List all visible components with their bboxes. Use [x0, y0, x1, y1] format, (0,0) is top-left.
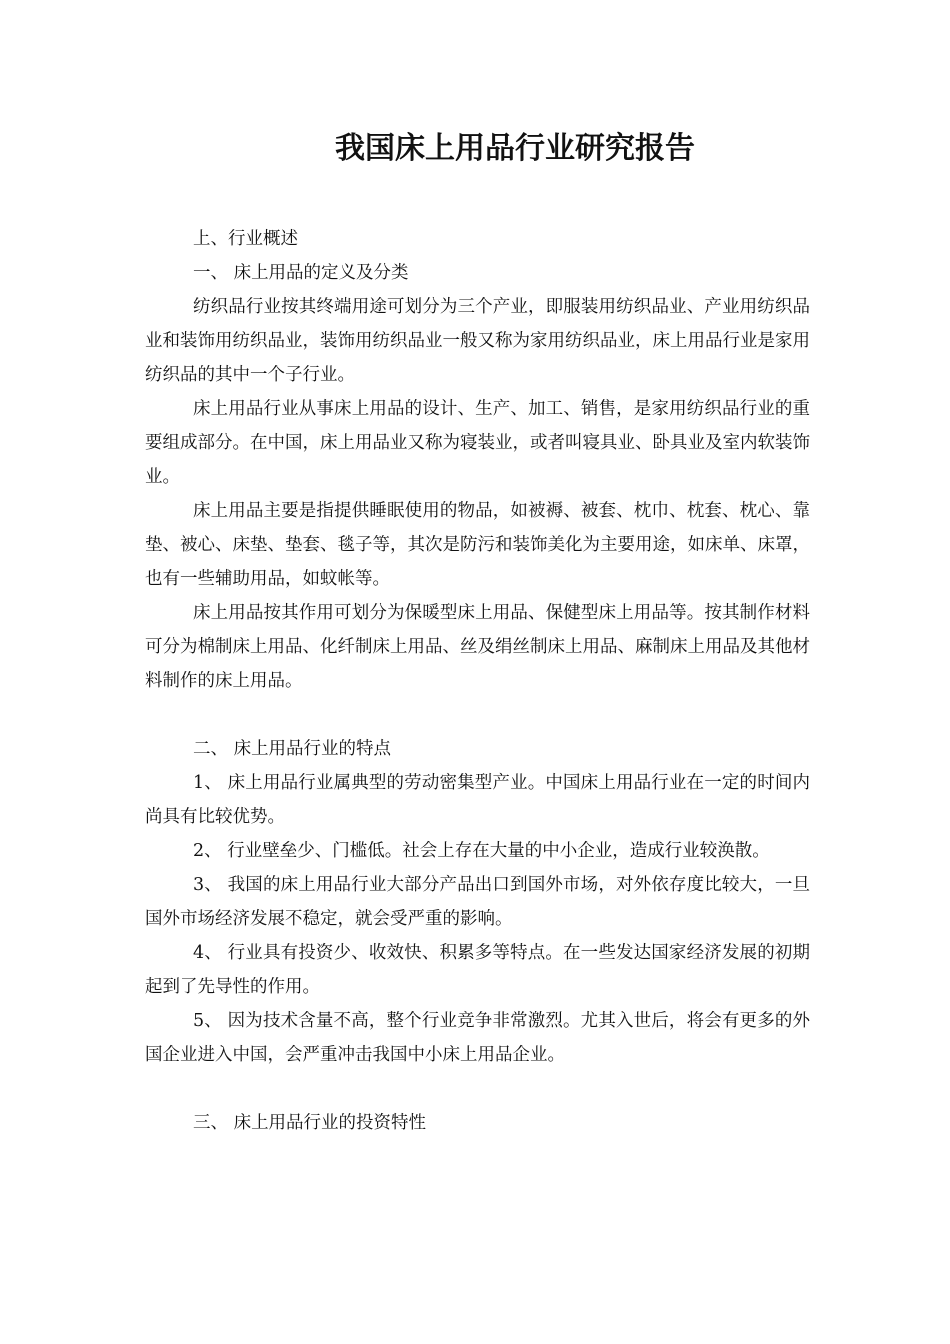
section1-paragraph: 床上用品行业从事床上用品的设计、生产、加工、销售，是家用纺织品行业的重要组成部分。在中国，床上用品业又称为寝装业，或者叫寝具业、卧具业及室内软装饰业。: [145, 399, 810, 487]
section3-heading: 三、 床上用品行业的投资特性: [193, 1113, 427, 1133]
document-title: 我国床上用品行业研究报告: [335, 131, 695, 166]
section2-item: 1、 床上用品行业属典型的劳动密集型产业。中国床上用品行业在一定的时间内尚具有比较优势。: [145, 773, 810, 827]
spacer: [145, 698, 810, 732]
spacer: [145, 1072, 810, 1106]
section2-item: 3、 我国的床上用品行业大部分产品出口到国外市场，对外依存度比较大，一旦国外市场经济发展不稳定，就会受严重的影响。: [145, 875, 810, 929]
section1-paragraph: 床上用品主要是指提供睡眠使用的物品，如被褥、被套、枕巾、枕套、枕心、靠垫、被心、床垫、垫套、毯子等，其次是防污和装饰美化为主要用途，如床单、床罩，也有一些辅助用品，如蚊帐等。: [145, 501, 810, 589]
section1-heading: 一、 床上用品的定义及分类: [193, 263, 409, 283]
section2-item: 2、 行业壁垒少、门槛低。社会上存在大量的中小企业，造成行业较涣散。: [193, 841, 770, 861]
section2-item: 5、 因为技术含量不高，整个行业竞争非常激烈。尤其入世后，将会有更多的外国企业进入中国，会严重冲击我国中小床上用品企业。: [145, 1011, 810, 1065]
section2-heading: 二、 床上用品行业的特点: [193, 739, 392, 759]
section1-paragraph: 纺织品行业按其终端用途可划分为三个产业，即服装用纺织品业、产业用纺织品业和装饰用纺织品业，装饰用纺织品业一般又称为家用纺织品业，床上用品行业是家用纺织品的其中一个子行业。: [145, 297, 810, 385]
section2-item: 4、 行业具有投资少、收效快、积累多等特点。在一些发达国家经济发展的初期起到了先导性的作用。: [145, 943, 810, 997]
section1-paragraph: 床上用品按其作用可划分为保暖型床上用品、保健型床上用品等。按其制作材料可分为棉制床上用品、化纤制床上用品、丝及绢丝制床上用品、麻制床上用品及其他材料制作的床上用品。: [145, 603, 810, 691]
section-main-heading: 上、行业概述: [193, 229, 298, 249]
document-body: [145, 222, 810, 1140]
